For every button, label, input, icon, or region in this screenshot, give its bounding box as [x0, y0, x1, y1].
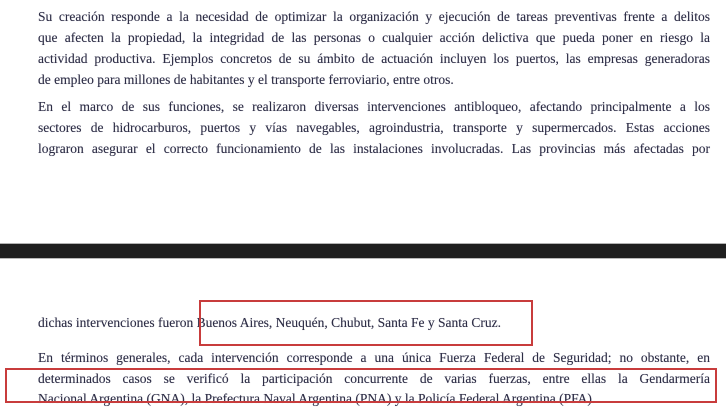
text-line: En términos generales, cada intervención corresponde a una única Fuerza Federal de Seguridad; no obstante, en: [38, 350, 710, 365]
text-line: de empleo para millones de habitantes y el transporte ferroviario, entre otros.: [38, 72, 454, 87]
text-line: En el marco de sus funciones, se realizaron diversas intervenciones antibloqueo, afectando principalmente a los: [38, 99, 710, 114]
provinces-line: dichas intervenciones fueron Buenos Aires, Neuquén, Chubut, Santa Fe y Santa Cruz.: [38, 315, 502, 330]
text-line: lograron asegurar el correcto funcionamiento de las instalaciones involucradas. Las provincias más afectadas por: [38, 141, 710, 156]
text-line: que afecten la propiedad, la integridad de las personas o cualquier acción delictiva que pueda poner en riesgo la: [38, 30, 710, 45]
text-line: sectores de hidrocarburos, puertos y vías navegables, agroindustria, transporte y supermercados. Estas acciones: [38, 120, 710, 135]
text-line: determinados casos se verificó la participación concurrente de varias fuerzas, entre ellas la Gendarmería: [38, 370, 710, 386]
text-line: Su creación responde a la necesidad de optimizar la organización y ejecución de tareas preventivas frente a delitos: [38, 9, 710, 24]
redaction-bar: [0, 243, 726, 259]
paragraph-creation: [38, 6, 710, 90]
text-line: Nacional Argentina (GNA), la Prefectura Naval Argentina (PNA) y la Policía Federal Argentina (PFA).: [38, 391, 596, 406]
paragraph-interventions: [38, 96, 710, 159]
paragraph-forces: [38, 348, 710, 408]
text-line: actividad productiva. Ejemplos concretos de su ámbito de actuación incluyen los puertos, las empresas generadoras: [38, 51, 710, 66]
